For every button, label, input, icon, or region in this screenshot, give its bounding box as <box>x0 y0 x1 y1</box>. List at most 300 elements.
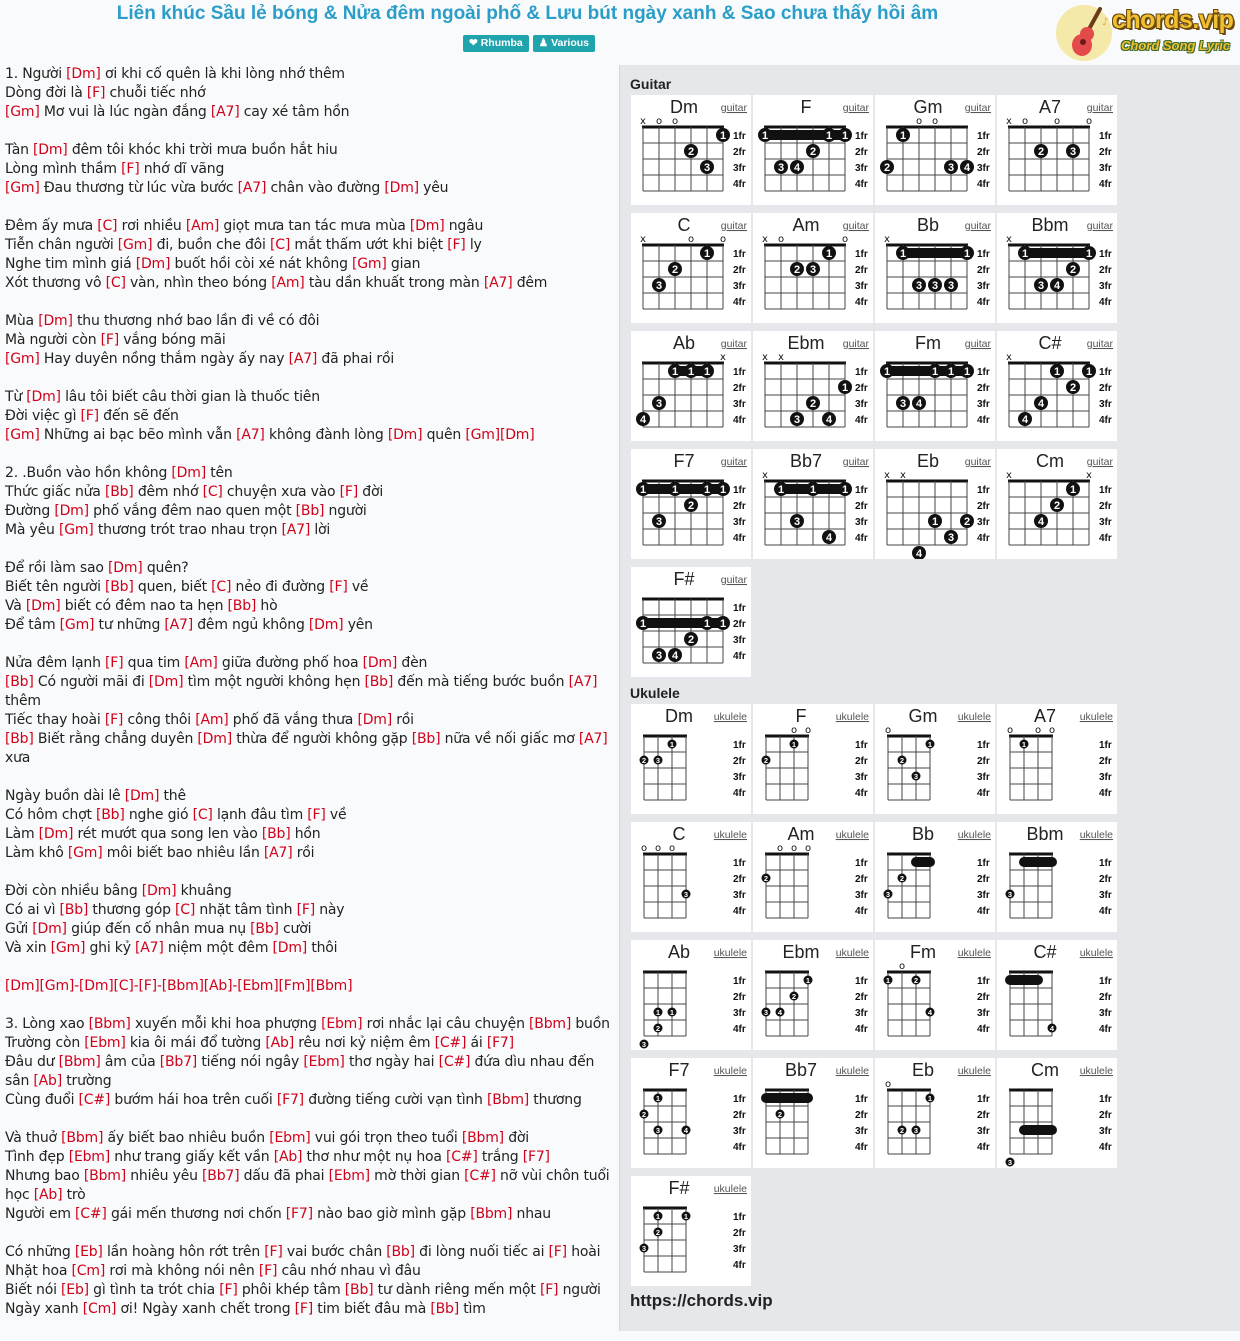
chord-tag[interactable]: [A7] <box>236 427 265 443</box>
chord-tag[interactable]: [C] <box>175 902 196 918</box>
chord-tag[interactable]: [C] <box>211 579 232 595</box>
chord-tag[interactable]: [Dm] <box>357 712 392 728</box>
fret-label: 4fr <box>977 533 990 544</box>
ukulele-chord-card[interactable] <box>997 822 1117 932</box>
chord-tag[interactable]: [Dm] <box>197 731 232 747</box>
chord-type-link[interactable]: ukulele <box>1079 829 1113 841</box>
chord-tag[interactable]: [Dm] <box>38 826 74 842</box>
chord-tag[interactable]: [Ebm] <box>84 1035 126 1051</box>
chord-type-link[interactable]: ukulele <box>713 1065 747 1077</box>
fret-label: 4fr <box>855 297 868 308</box>
finger-number: 2 <box>763 756 769 765</box>
guitar-chord-card[interactable] <box>753 331 873 441</box>
chord-tag[interactable]: [Bb] <box>250 921 279 937</box>
site-url[interactable]: https://chords.vip <box>630 1291 773 1310</box>
lyric-text: đến mà tiếng bước buồn <box>393 674 569 690</box>
ukulele-chord-card[interactable] <box>875 1058 995 1168</box>
guitar-chord-diagram <box>875 331 995 441</box>
chord-tag[interactable]: [Eb] <box>61 1282 89 1298</box>
lyric-text: thêm <box>5 693 41 709</box>
chord-tag[interactable]: [F] <box>100 332 120 348</box>
ukulele-chord-card[interactable] <box>753 704 873 814</box>
guitar-section-title: Guitar <box>630 76 672 92</box>
chord-tag[interactable]: [F] <box>104 712 124 728</box>
lyric-text: này <box>314 902 345 918</box>
fret-label: 1fr <box>855 249 868 260</box>
chord-tag[interactable]: [Dm] <box>409 218 445 234</box>
chord-tag[interactable]: [F] <box>105 655 124 671</box>
chord-tag[interactable]: [A7] <box>210 104 240 120</box>
chord-tag[interactable]: [Ab] <box>33 1187 63 1203</box>
lyric-text: Và <box>5 598 26 614</box>
fret-label: 2fr <box>733 874 746 885</box>
chord-type-link[interactable]: ukulele <box>957 829 991 841</box>
chord-tag[interactable]: [F] <box>447 237 466 253</box>
chord-type-link[interactable]: guitar <box>1086 220 1113 232</box>
fret-label: 1fr <box>855 367 868 378</box>
fret-label: 1fr <box>1099 976 1112 987</box>
chord-tag[interactable]: [Gm] <box>5 351 40 367</box>
chord-tag[interactable]: [C#] <box>446 1149 478 1165</box>
chord-tag[interactable]: [F7] <box>285 1206 313 1222</box>
lyric-text: chân vào đường <box>266 180 385 196</box>
lyric-text: tư dành riêng mến một <box>373 1282 540 1298</box>
chord-tag[interactable]: [F7] <box>522 1149 550 1165</box>
chord-tag[interactable]: [Bb] <box>430 1301 459 1317</box>
chord-tag[interactable]: [F] <box>258 1263 278 1279</box>
fret-label: 3fr <box>977 517 990 528</box>
ukulele-chord-card[interactable] <box>753 1058 873 1168</box>
chord-tag[interactable]: [C] <box>192 807 213 823</box>
chord-tag[interactable]: [Dm] <box>26 389 61 405</box>
lyric-text: hoài <box>566 1244 601 1260</box>
lyric-text: đêm ngủ không <box>193 617 309 633</box>
lyric-text: Lòng mình thầm <box>5 161 122 177</box>
ukulele-chord-card[interactable] <box>875 704 995 814</box>
open-string-mark: o <box>804 843 812 854</box>
ukulele-chord-card[interactable] <box>875 940 995 1050</box>
chord-tag[interactable]: [Bbm] <box>486 1092 530 1108</box>
finger-number: 3 <box>641 1244 647 1253</box>
chord-tag[interactable]: [Am] <box>271 275 305 291</box>
chord-tag[interactable]: [Gm] <box>67 845 103 861</box>
finger-number: 2 <box>899 874 905 883</box>
fret-label: 4fr <box>733 651 746 662</box>
chord-type-link[interactable]: ukulele <box>957 711 991 723</box>
chord-type-link[interactable]: guitar <box>1086 456 1113 468</box>
ukulele-chord-card[interactable] <box>631 822 751 932</box>
guitar-chord-card[interactable] <box>997 213 1117 323</box>
lyric-blank-line <box>5 293 615 312</box>
finger-number: 3 <box>899 398 907 410</box>
ukulele-chord-card[interactable] <box>753 822 873 932</box>
rhythm-tag[interactable] <box>463 35 529 52</box>
chord-tag[interactable]: [Bbm] <box>88 1016 131 1032</box>
song-title: Liên khúc Sầu lẻ bóng & Nửa đêm ngoài phố & Lưu bút ngày xanh & Sao chưa thấy hồi âm <box>116 3 939 24</box>
chord-tag[interactable]: [A7] <box>483 275 513 291</box>
fret-label: 3fr <box>855 517 868 528</box>
guitar-chord-card[interactable] <box>631 213 751 323</box>
chord-tag[interactable]: [F] <box>339 484 359 500</box>
lyric-text: rơi mà không nói nên <box>105 1263 259 1279</box>
chord-tag[interactable]: [F] <box>219 1282 238 1298</box>
chord-tag[interactable]: [Cm] <box>71 1263 106 1279</box>
guitar-chord-diagram <box>875 449 995 559</box>
chord-tag[interactable]: [Bb] <box>364 674 394 690</box>
lyric-blank-line <box>5 122 615 141</box>
muted-string-mark: x <box>640 234 646 245</box>
chord-tag[interactable]: [Am] <box>185 218 220 234</box>
chord-tag[interactable]: [Ebm] <box>303 1054 345 1070</box>
lyric-text: xưa <box>5 750 31 766</box>
chord-tag[interactable]: [F7] <box>486 1035 514 1051</box>
chord-tag[interactable]: [Dm] <box>66 66 101 82</box>
chord-tag[interactable]: [Bbm] <box>58 1054 101 1070</box>
fret-label: 2fr <box>1099 756 1112 767</box>
lyric-line <box>5 654 615 673</box>
chord-tag[interactable]: [Gm][Dm] <box>465 427 535 443</box>
chord-tag[interactable]: [Dm] <box>124 788 160 804</box>
chord-tag[interactable]: [Dm] <box>108 560 143 576</box>
open-string-mark: o <box>640 843 648 854</box>
chord-tag[interactable]: [Dm] <box>148 674 184 690</box>
heart-icon: ❤ <box>468 37 478 49</box>
chord-tag[interactable]: [F7] <box>276 1092 304 1108</box>
chord-tag[interactable]: [Dm] <box>25 598 61 614</box>
chord-type-link[interactable]: guitar <box>964 102 991 114</box>
fret-label: 1fr <box>733 1094 746 1105</box>
chord-type-link[interactable]: ukulele <box>957 1065 991 1077</box>
ukulele-chord-card[interactable] <box>997 704 1117 814</box>
ukulele-chord-card[interactable] <box>997 940 1117 1050</box>
ukulele-chord-card[interactable] <box>631 940 751 1050</box>
chord-type-link[interactable]: ukulele <box>835 829 869 841</box>
fret-label: 4fr <box>1099 533 1112 544</box>
finger-number: 4 <box>825 532 833 544</box>
chord-tag[interactable]: [A7] <box>135 940 164 956</box>
chord-tag[interactable]: [F] <box>80 408 99 424</box>
chord-tag[interactable]: [Am] <box>195 712 229 728</box>
lyric-text: thôi <box>307 940 338 956</box>
lyric-text: thừa để người không gặp <box>231 731 412 747</box>
finger-number: 1 <box>719 618 727 630</box>
chord-tag[interactable]: [Ebm] <box>269 1130 311 1146</box>
chord-tag[interactable]: [Bb] <box>59 902 89 918</box>
finger-number: 1 <box>805 976 811 985</box>
lyric-text: rơi nhiều <box>117 218 186 234</box>
lyric-line <box>5 502 615 521</box>
finger-number: 2 <box>777 1110 783 1119</box>
finger-number: 4 <box>671 650 679 662</box>
guitar-chord-card[interactable] <box>631 449 751 559</box>
chord-tag[interactable]: [Gm] <box>50 940 86 956</box>
chord-tag[interactable]: [Ab] <box>265 1035 294 1051</box>
chord-tag[interactable]: [A7] <box>288 351 318 367</box>
chord-tag[interactable]: [A7] <box>263 845 293 861</box>
chord-type-link[interactable]: guitar <box>842 338 869 350</box>
ukulele-chord-diagram <box>631 1058 751 1168</box>
chord-tag[interactable]: [Bb] <box>5 731 34 747</box>
fret-label: 3fr <box>1099 399 1112 410</box>
chord-tag[interactable]: [Bb] <box>105 579 134 595</box>
chord-type-link[interactable]: guitar <box>720 338 747 350</box>
lyric-blank-line <box>5 369 615 388</box>
fret-label: 2fr <box>855 992 868 1003</box>
lyric-text: Và xin <box>5 940 51 956</box>
lyric-line <box>5 1205 615 1224</box>
lyric-text: mắt thấm ướt khi biệt <box>290 237 448 253</box>
chord-type-link[interactable]: guitar <box>842 102 869 114</box>
chord-tag[interactable]: [Gm] <box>5 427 40 443</box>
chord-type-link[interactable]: ukulele <box>1079 947 1113 959</box>
chord-tag[interactable]: [Dm] <box>135 256 171 272</box>
ukulele-chord-card[interactable] <box>875 822 995 932</box>
chord-tag[interactable]: [F] <box>296 902 315 918</box>
fret-label: 2fr <box>733 265 746 276</box>
guitar-chord-card[interactable] <box>997 95 1117 205</box>
open-string-mark: o <box>1006 725 1014 736</box>
guitar-chord-card[interactable] <box>631 567 751 677</box>
chord-tag[interactable]: [Bb7] <box>202 1168 240 1184</box>
chord-tag[interactable]: [Ebm] <box>328 1168 370 1184</box>
guitar-chord-card[interactable] <box>753 95 873 205</box>
artist-tag[interactable] <box>533 35 595 52</box>
chord-type-link[interactable]: guitar <box>842 220 869 232</box>
chord-tag[interactable]: [Bbm] <box>83 1168 126 1184</box>
open-string-mark: o <box>1021 116 1029 127</box>
lyric-blank-line <box>5 635 615 654</box>
chord-tag[interactable]: [A7] <box>237 180 267 196</box>
fret-label: 3fr <box>977 1126 990 1137</box>
chord-tag[interactable]: [A7] <box>568 674 598 690</box>
chord-tag[interactable]: [Gm] <box>352 256 387 272</box>
chord-tag[interactable]: [F] <box>264 1244 283 1260</box>
chord-name: Bb <box>916 215 940 235</box>
fret-label: 2fr <box>1099 501 1112 512</box>
logo-subtext: Chord Song Lyric <box>1121 38 1231 53</box>
finger-number: 1 <box>899 248 907 260</box>
open-string-mark: o <box>719 234 727 245</box>
finger-number: 2 <box>913 976 919 985</box>
lyric-text: gian <box>386 256 421 272</box>
chord-tag[interactable]: [Ebm] <box>321 1016 363 1032</box>
chord-tag[interactable]: [Ebm] <box>68 1149 110 1165</box>
lyric-text: chuyện xưa vào <box>222 484 340 500</box>
chord-type-link[interactable]: ukulele <box>713 829 747 841</box>
lyric-text: Mùa <box>5 313 39 329</box>
chord-tag[interactable]: [Dm] <box>54 503 89 519</box>
ukulele-chord-card[interactable] <box>997 1058 1117 1168</box>
chord-tag[interactable]: [C] <box>270 237 291 253</box>
chord-tag[interactable]: [F] <box>121 161 140 177</box>
ukulele-chord-card[interactable] <box>631 704 751 814</box>
chord-type-link[interactable]: ukulele <box>1079 1065 1113 1077</box>
lyric-text: đã phai rồi <box>317 351 395 367</box>
chord-tag[interactable]: [C] <box>97 218 118 234</box>
chord-tag[interactable]: [F] <box>548 1244 567 1260</box>
chord-tag[interactable]: [Bbm] <box>461 1130 504 1146</box>
chord-tag[interactable]: [A7] <box>578 731 608 747</box>
chord-tag[interactable]: [Dm][Gm]-[Dm][C]-[F]-[Bbm][Ab]-[Ebm][Fm][Bbm] <box>5 978 353 994</box>
chord-tag[interactable]: [Dm] <box>141 883 177 899</box>
fret-label: 1fr <box>977 485 990 496</box>
guitar-chord-diagram <box>997 449 1117 559</box>
finger-number: 2 <box>899 1126 905 1135</box>
chord-tag[interactable]: [Dm] <box>32 921 67 937</box>
chord-tag[interactable]: [C#] <box>438 1054 471 1070</box>
guitar-chord-card[interactable] <box>875 449 995 559</box>
ukulele-chord-card[interactable] <box>753 940 873 1050</box>
chord-tag[interactable]: [Eb] <box>74 1244 103 1260</box>
chord-tag[interactable]: [Dm] <box>272 940 308 956</box>
chord-type-link[interactable]: ukulele <box>713 1183 747 1195</box>
finger-number: 3 <box>655 398 663 410</box>
lyric-blank-line <box>5 1110 615 1129</box>
chord-type-link[interactable]: guitar <box>720 574 747 586</box>
chord-type-link[interactable]: ukulele <box>713 947 747 959</box>
lyric-blank-line <box>5 198 615 217</box>
chord-type-link[interactable]: guitar <box>1086 102 1113 114</box>
guitar-chord-card[interactable] <box>875 95 995 205</box>
chord-tag[interactable]: [C#] <box>78 1092 111 1108</box>
finger-number: 3 <box>683 890 689 899</box>
chord-tag[interactable]: [F] <box>86 85 106 101</box>
chord-tag[interactable]: [Bbm] <box>61 1130 104 1146</box>
finger-number: 3 <box>947 532 955 544</box>
chord-tag[interactable]: [Bb] <box>104 484 134 500</box>
chord-tag[interactable]: [Bb7] <box>159 1054 198 1070</box>
lyric-line <box>5 825 615 844</box>
chord-type-link[interactable]: guitar <box>1086 338 1113 350</box>
open-string-mark: o <box>1053 116 1061 127</box>
lyric-text: rét mướt qua song len vào <box>73 826 262 842</box>
fret-label: 2fr <box>733 383 746 394</box>
chord-tag[interactable]: [C] <box>105 275 126 291</box>
chord-type-link[interactable]: ukulele <box>957 947 991 959</box>
fret-label: 2fr <box>855 756 868 767</box>
chord-tag[interactable]: [Ab] <box>33 1073 62 1089</box>
chord-type-link[interactable]: guitar <box>964 456 991 468</box>
chord-type-link[interactable]: guitar <box>720 102 747 114</box>
chord-tag[interactable]: [Gm] <box>5 104 40 120</box>
chord-tag[interactable]: [F] <box>294 1301 314 1317</box>
lyric-text: Tiếc thay hoài <box>5 712 105 728</box>
site-logo[interactable] <box>1055 3 1240 63</box>
lyric-text: đời <box>503 1130 529 1146</box>
guitar-chord-card[interactable] <box>631 95 751 205</box>
chord-tag[interactable]: [Bbm] <box>470 1206 513 1222</box>
lyric-text: vắng bóng mãi <box>119 332 226 348</box>
lyric-text: đến sẽ đến <box>98 408 179 424</box>
ukulele-chord-card[interactable] <box>631 1058 751 1168</box>
chord-tag[interactable]: [Bb] <box>261 826 291 842</box>
lyric-line <box>5 920 615 939</box>
chord-tag[interactable]: [F] <box>329 579 348 595</box>
chord-name: Bbm <box>1031 215 1069 235</box>
lyric-text: chuỗi tiếc nhớ <box>105 85 206 101</box>
chord-tag[interactable]: [Dm] <box>33 142 68 158</box>
chord-type-link[interactable]: ukulele <box>713 711 747 723</box>
chord-tag[interactable]: [Bbm] <box>529 1016 572 1032</box>
chord-type-link[interactable]: guitar <box>842 456 869 468</box>
ukulele-chord-diagram <box>631 940 751 1050</box>
chord-tag[interactable]: [Gm] <box>5 180 40 196</box>
fret-label: 4fr <box>855 415 868 426</box>
chord-tag[interactable]: [Gm] <box>117 237 153 253</box>
chord-tag[interactable]: [Dm] <box>362 655 398 671</box>
chord-tag[interactable]: [F] <box>539 1282 559 1298</box>
lyric-text: qua tim <box>123 655 185 671</box>
chord-name: Cm <box>1031 1060 1059 1080</box>
chord-type-link[interactable]: ukulele <box>835 947 869 959</box>
guitar-chord-card[interactable] <box>997 331 1117 441</box>
chord-tag[interactable]: [Dm] <box>171 465 206 481</box>
lyric-text: Để tâm <box>5 617 60 633</box>
chord-tag[interactable]: [Cm] <box>82 1301 117 1317</box>
lyric-text: khuâng <box>176 883 232 899</box>
chord-tag[interactable]: [F] <box>307 807 326 823</box>
chord-type-link[interactable]: guitar <box>964 338 991 350</box>
chord-tag[interactable]: [Ab] <box>273 1149 303 1165</box>
chord-tag[interactable]: [A7] <box>164 617 193 633</box>
chord-tag[interactable]: [C#] <box>434 1035 467 1051</box>
chord-tag[interactable]: [C#] <box>464 1168 496 1184</box>
guitar-chord-card[interactable] <box>753 213 873 323</box>
chord-tag[interactable]: [Bb] <box>227 598 257 614</box>
chord-tag[interactable]: [Bb] <box>344 1282 374 1298</box>
chord-tag[interactable]: [Gm] <box>58 522 94 538</box>
chord-tag[interactable]: [C#] <box>75 1206 107 1222</box>
finger-number: 3 <box>641 1040 647 1049</box>
chord-type-link[interactable]: ukulele <box>835 1065 869 1077</box>
chord-tag[interactable]: [Dm] <box>384 180 419 196</box>
chord-tag[interactable]: [Bb] <box>5 674 34 690</box>
guitar-chord-card[interactable] <box>753 449 873 559</box>
chord-tag[interactable]: [Bb] <box>411 731 441 747</box>
chord-tag[interactable]: [Gm] <box>59 617 95 633</box>
chord-name: Cm <box>1036 451 1064 471</box>
ukulele-chord-card[interactable] <box>631 1176 751 1286</box>
lyric-line <box>5 844 615 863</box>
lyric-text: Đêm ấy mưa <box>5 218 98 234</box>
chord-tag[interactable]: [Bb] <box>295 503 325 519</box>
guitar-chord-card[interactable] <box>631 331 751 441</box>
chord-tag[interactable]: [Bb] <box>386 1244 415 1260</box>
guitar-chord-card[interactable] <box>997 449 1117 559</box>
chord-tag[interactable]: [Dm] <box>387 427 423 443</box>
fret-label: 2fr <box>1099 992 1112 1003</box>
guitar-chord-card[interactable] <box>875 331 995 441</box>
lyric-text: Người em <box>5 1206 76 1222</box>
finger-number: 1 <box>777 484 785 496</box>
guitar-chord-diagram <box>875 95 995 205</box>
chord-tag[interactable]: [Bb] <box>96 807 125 823</box>
chord-type-link[interactable]: ukulele <box>835 711 869 723</box>
chord-tag[interactable]: [A7] <box>281 522 311 538</box>
chord-tag[interactable]: [Dm] <box>308 617 344 633</box>
ukulele-chord-diagram <box>997 940 1117 1050</box>
guitar-chord-card[interactable] <box>875 213 995 323</box>
chord-type-link[interactable]: ukulele <box>1079 711 1113 723</box>
chord-tag[interactable]: [Am] <box>184 655 218 671</box>
chord-type-link[interactable]: guitar <box>964 220 991 232</box>
chord-tag[interactable]: [C] <box>202 484 223 500</box>
lyric-text: Nhặt hoa <box>5 1263 72 1279</box>
chord-type-link[interactable]: guitar <box>720 456 747 468</box>
chord-tag[interactable]: [Dm] <box>38 313 73 329</box>
chord-type-link[interactable]: guitar <box>720 220 747 232</box>
lyric-text: đêm <box>512 275 548 291</box>
